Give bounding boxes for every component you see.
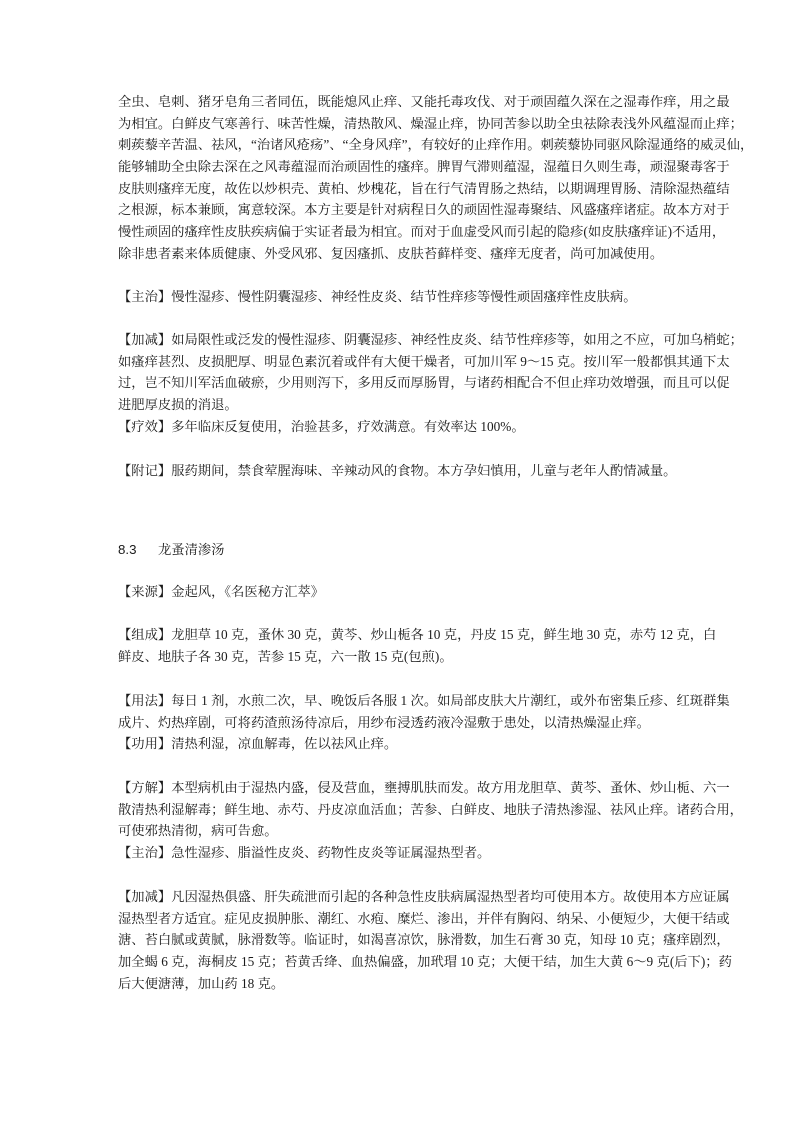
text-line	[118, 733, 677, 755]
paragraph-composition	[118, 624, 717, 667]
text-line	[118, 134, 754, 156]
paragraph-label: 【加减】	[118, 332, 172, 347]
line-text: 能够辅助全虫除去深在之风毒蕴湿而治顽固性的瘙痒。脾胃气滞则蕴湿，湿蕴日久则生毒，顽湿聚毒客于	[118, 159, 730, 175]
line-text: 可使邪热清彻，病可告愈。	[118, 823, 278, 839]
line-text: 全虫、皂刺、猪牙皂角三者同伍，既能熄风止痒、又能托毒攻伐、对于顽固蕴久深在之湿毒作痒，用之最	[118, 94, 730, 109]
text-line	[118, 351, 730, 373]
section-heading	[118, 539, 677, 561]
text-line	[118, 951, 732, 973]
line-text: 龙胆草 10 克，蚤休 30 克，黄芩、炒山栀各 10 克，丹皮 15 克，鲜生地 30 克，赤芍 12 克，白	[171, 627, 717, 642]
line-text: 鲜皮、地肤子各 30 克，苦参 15 克，六一散 15 克(包煎)。	[118, 648, 453, 664]
text-line	[118, 777, 730, 799]
line-text: 服药期间，禁食荤腥海味、辛辣动风的食物。本方孕妇慎用，儿童与老年人酌情减量。	[171, 463, 677, 478]
line-text: 凡因湿热俱盛、肝失疏泄而引起的各种急性皮肤病属湿热型者均可使用本方。故使用本方应证属	[171, 889, 730, 904]
paragraph-efficacy	[118, 416, 677, 438]
line-text: 除非患者素来体质健康、外受风邪、复因瘙抓、皮肤苔藓样变、瘙痒无度者，尚可加减使用。	[118, 245, 664, 261]
paragraph-notes	[118, 460, 677, 482]
section-number: 8.3	[118, 542, 137, 557]
line-text: 刺蒺藜辛苦温、祛风，“治诸风疮疡”、“全身风痒”，有较好的止痒作用。刺蒺藜协同驱风除湿通络的威灵仙，	[118, 137, 754, 153]
text-line	[118, 221, 726, 243]
section-title: 龙蚤清渗汤	[158, 542, 225, 557]
text-line	[118, 286, 677, 308]
text-line	[118, 113, 743, 135]
paragraph-label: 【主治】	[118, 845, 172, 860]
line-text: 金起风，《名医秘方汇萃》	[171, 584, 325, 599]
line-text: 如瘙痒甚烈、皮损肥厚、明显色素沉着或伴有大便干燥者，可加川军 9～15 克。按川军一般都惧其通下太	[118, 353, 730, 369]
text-line	[118, 820, 677, 842]
paragraph-label: 【来源】	[118, 584, 172, 599]
paragraph-label: 【加减】	[118, 889, 172, 904]
text-line	[118, 329, 743, 351]
text-line	[118, 973, 677, 995]
text-line	[118, 243, 677, 265]
line-text: 如局限性或泛发的慢性湿疹、阴囊湿疹、神经性皮炎、结节性痒疹等，如用之不应，可加乌梢蛇；	[171, 332, 743, 347]
line-text: 清热利湿，凉血解毒，佐以祛风止痒。	[171, 736, 398, 751]
line-text: 慢性顽固的瘙痒性皮肤疾病偏于实证者最为相宜。而对于血虚受风而引起的隐疹(如皮肤瘙痒证)不适用，	[118, 224, 726, 240]
paragraph-label: 【主治】	[118, 289, 172, 304]
text-line	[118, 460, 677, 482]
line-text: 成片、灼热痒剧，可将药渣煎汤待凉后，用纱布浸透药液冷湿敷于患处，以清热燥湿止痒。	[118, 714, 650, 730]
text-line	[118, 581, 677, 603]
line-text: 每日 1 剂，水煎二次，早、晚饭后各服 1 次。如局部皮肤大片潮红，或外布密集丘疹、红斑群集	[171, 693, 730, 708]
text-line	[118, 929, 730, 951]
line-text: 过，岂不知川军活血破瘀，少用则泻下，多用反而厚肠胃，与诸药相配合不但止痒功效增强，而且可以促	[118, 375, 730, 391]
text-line	[118, 908, 730, 930]
line-text: 为相宜。白鲜皮气寒善行、味苦性燥，清热散风、燥湿止痒，协同苦参以助全虫祛除表浅外风蕴湿而止痒；	[118, 115, 743, 131]
line-text: 本型病机由于湿热内盛，侵及营血，壅搏肌肤而发。故方用龙胆草、黄芩、蚤休、炒山栀、六一	[171, 780, 730, 795]
paragraph-label: 【疗效】	[118, 419, 172, 434]
line-text: 散清热利湿解毒；鲜生地、赤芍、丹皮凉血活血；苦参、白鲜皮、地肤子清热渗湿、祛风止痒。诸药合用，	[118, 801, 743, 817]
paragraph-label: 【组成】	[118, 627, 172, 642]
paragraph-modifications	[118, 329, 743, 416]
paragraph-rationale	[118, 91, 754, 265]
line-text: 加全蝎 6 克，海桐皮 15 克；苔黄舌绛、血热偏盛，加玳瑁 10 克；大便干结，加生大黄 6～9 克(后下)；药	[118, 954, 732, 970]
text-line	[118, 91, 730, 113]
paragraph-explanation	[118, 777, 743, 842]
paragraph-label: 【功用】	[118, 736, 172, 751]
line-text: 进肥厚皮损的消退。	[118, 397, 238, 413]
line-text: 急性湿疹、脂溢性皮炎、药物性皮炎等证属湿热型者。	[171, 845, 491, 860]
line-text: 慢性湿疹、慢性阴囊湿疹、神经性皮炎、结节性痒疹等慢性顽固瘙痒性皮肤病。	[171, 289, 637, 304]
paragraph-label: 【用法】	[118, 693, 172, 708]
line-text: 多年临床反复使用，治验甚多，疗效满意。有效率达 100%。	[171, 419, 525, 434]
paragraph-modifications-2	[118, 886, 732, 994]
text-line	[118, 842, 677, 864]
text-line	[118, 394, 677, 416]
text-line	[118, 690, 730, 712]
paragraph-indications-2	[118, 842, 677, 864]
text-line	[118, 156, 730, 178]
text-line	[118, 624, 717, 646]
line-text: 之根源，标本兼顾，寓意较深。本方主要是针对病程日久的顽固性湿毒聚结、风盛瘙痒诸症。故本方对于	[118, 202, 730, 218]
paragraph-function	[118, 733, 677, 755]
line-text: 后大便溏薄，加山药 18 克。	[118, 975, 285, 991]
paragraph-indications	[118, 286, 677, 308]
line-text: 皮肤则瘙痒无度，故佐以炒枳壳、黄柏、炒槐花，旨在行气清胃肠之热结，以期调理胃肠、清除湿热蕴结	[118, 180, 730, 196]
text-line	[118, 199, 730, 221]
text-line	[118, 178, 730, 200]
paragraph-label: 【附记】	[118, 463, 172, 478]
paragraph-source	[118, 581, 677, 603]
text-line	[118, 712, 677, 734]
line-text: 湿热型者方适宜。症见皮损肿胀、潮红、水疱、糜烂、渗出，并伴有胸闷、纳呆、小便短少，大便干结或	[118, 910, 730, 926]
text-line	[118, 372, 730, 394]
paragraph-usage	[118, 690, 730, 733]
text-line	[118, 799, 743, 821]
line-text: 溏、苔白腻或黄腻，脉滑数等。临证时，如渴喜凉饮，脉滑数，加生石膏 30 克，知母 10 克；瘙痒剧烈，	[118, 932, 730, 948]
text-line	[118, 416, 677, 438]
paragraph-label: 【方解】	[118, 780, 172, 795]
text-line	[118, 646, 677, 668]
text-line	[118, 886, 730, 908]
